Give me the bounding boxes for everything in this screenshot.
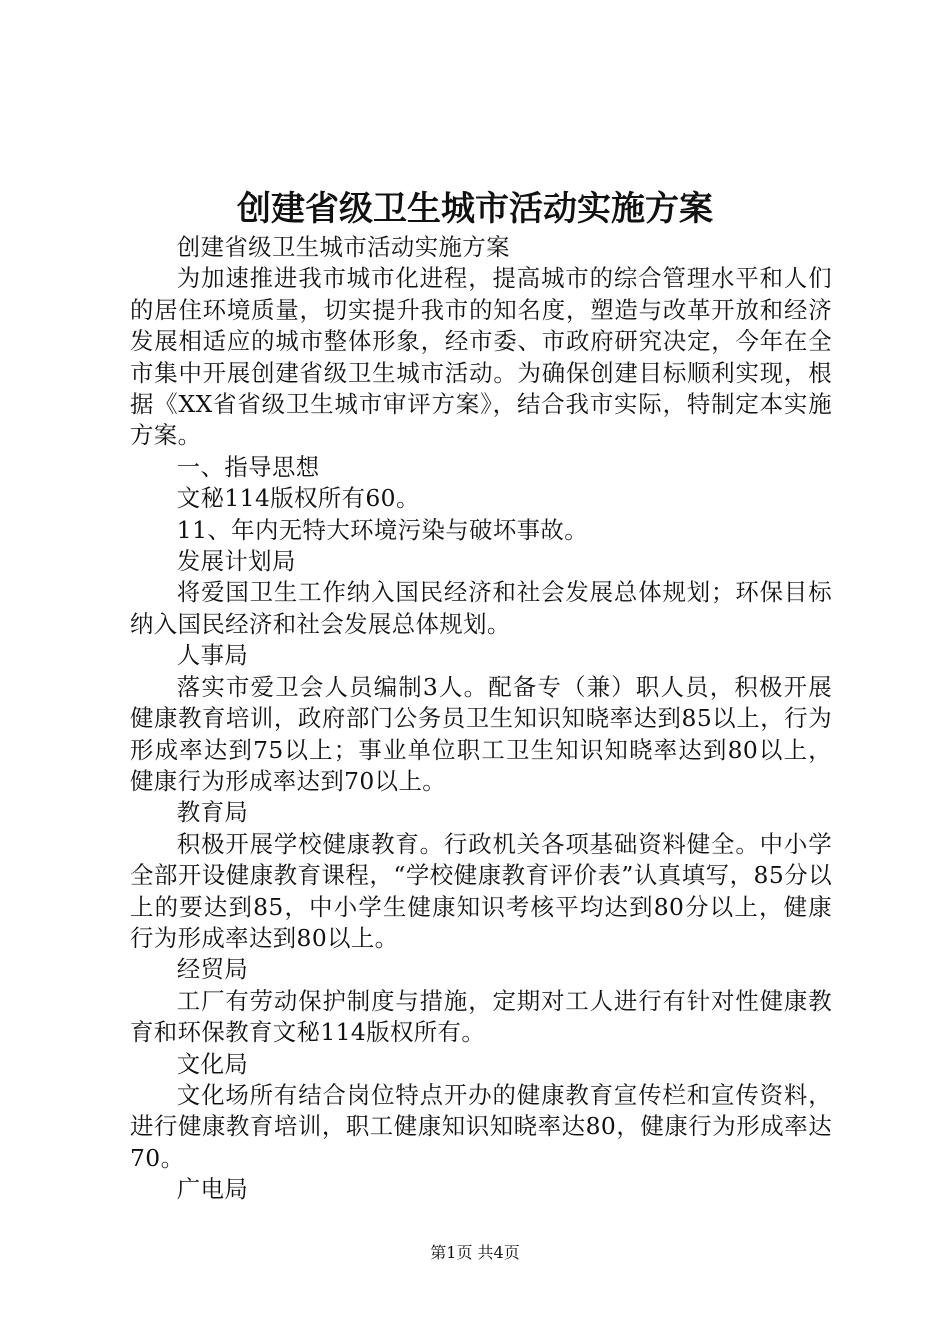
department-heading: 人事局 [176,641,249,670]
body-paragraph: 积极开展学校健康教育。行政机关各项基础资料健全。中小学全部开设健康教育课程，“学校健康教育评价表”认真填写，85分以上的要达到85，中小学生健康知识考核平均达到80分以上，健康行为形成率达到80以上。 [130,829,832,952]
body-paragraph: 11、年内无特大环境污染与破坏事故。 [176,515,589,544]
department-heading: 教育局 [176,798,249,827]
document-body [130,232,832,1206]
intro-paragraph: 为加速推进我市城市化进程，提高城市的综合管理水平和人们的居住环境质量，切实提升我市的知名度，塑造与改革开放和经济发展相适应的城市整体形象，经市委、市政府研究决定，今年在全市集中开展创建省级卫生城市活动。为确保创建目标顺利实现，根据《XX省省级卫生城市审评方案》，结合我市实际，特制定本实施方案。 [130,264,832,450]
department-heading: 文化局 [176,1049,249,1078]
body-paragraph: 落实市爱卫会人员编制3人。配备专（兼）职人员，积极开展健康教育培训，政府部门公务员卫生知识知晓率达到85以上，行为形成率达到75以上；事业单位职工卫生知识知晓率达到80以上，健康行为形成率达到70以上。 [130,672,832,795]
section-heading: 一、指导思想 [176,452,320,481]
department-heading: 广电局 [176,1175,249,1204]
document-title: 创建省级卫生城市活动实施方案 [237,189,713,229]
subtitle-paragraph: 创建省级卫生城市活动实施方案 [176,233,510,261]
department-heading: 经贸局 [176,955,249,984]
body-paragraph: 将爱国卫生工作纳入国民经济和社会发展总体规划；环保目标纳入国民经济和社会发展总体规划。 [130,578,832,638]
body-paragraph: 文化场所有结合岗位特点开办的健康教育宣传栏和宣传资料，进行健康教育培训，职工健康知识知晓率达80，健康行为形成率达70。 [130,1080,832,1172]
body-paragraph: 文秘114版权所有60。 [176,484,420,513]
department-heading: 发展计划局 [176,547,296,576]
page-footer: 第1页 共4页 [430,1243,520,1262]
body-paragraph: 工厂有劳动保护制度与措施，定期对工人进行有针对性健康教育和环保教育文秘114版权所有。 [130,986,832,1047]
